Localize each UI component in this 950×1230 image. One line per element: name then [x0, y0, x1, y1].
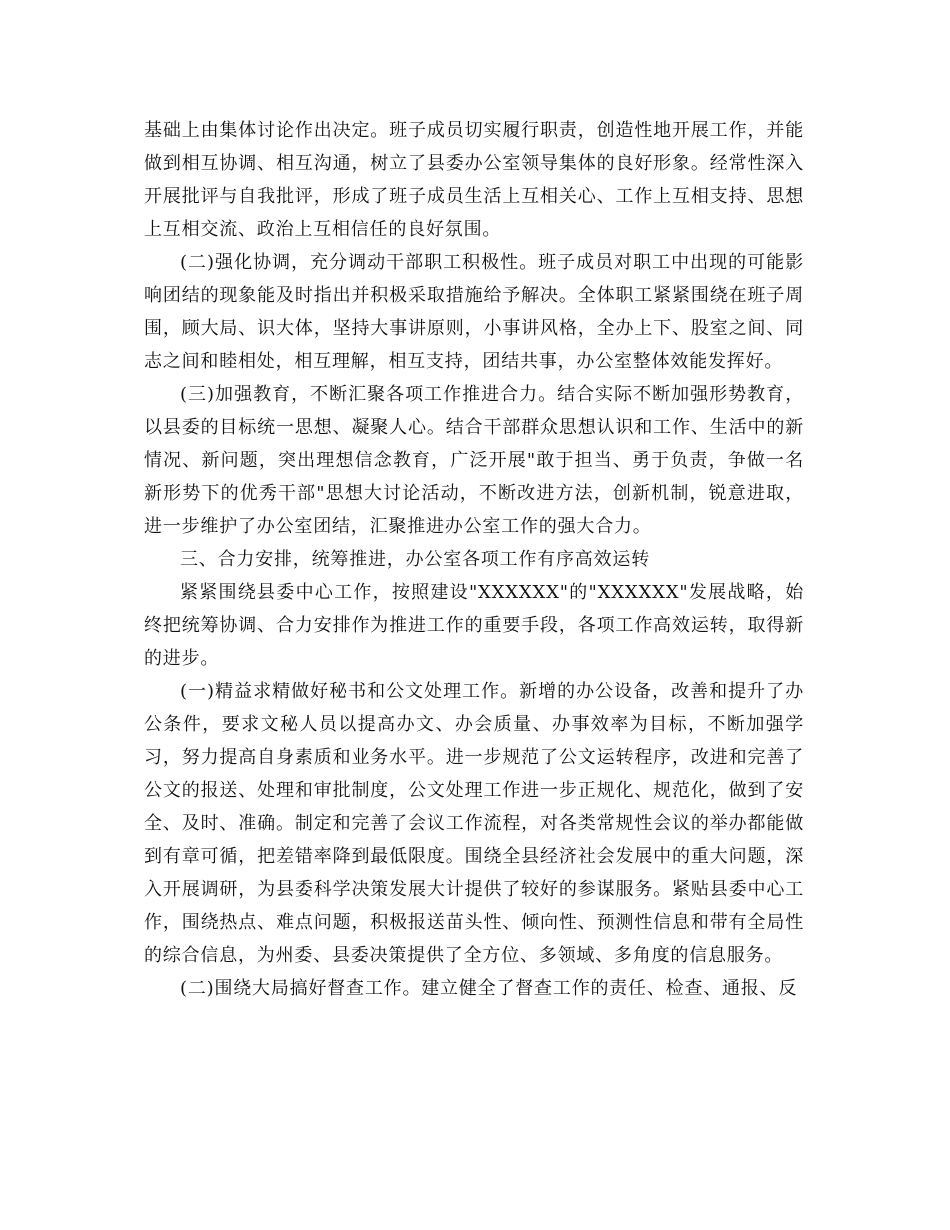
paragraph-education: (三)加强教育，不断汇聚各项工作推进合力。结合实际不断加强形势教育，以县委的目标统一思想、凝聚人心。结合干部群众思想认识和工作、生活中的新情况、新问题，突出理想信念教育，广泛开展"敢于担当、勇于负责，争做一名新形势下的优秀干部"思想大讨论活动，不断改进方法，创新机制，锐意进取，进一步维护了办公室团结，汇聚推进办公室工作的强大合力。 [144, 384, 804, 537]
document-body [144, 114, 804, 1005]
paragraph-section-intro: 紧紧围绕县委中心工作，按照建设"XXXXXX"的"XXXXXX"发展战略，始终把统筹协调、合力安排作为推进工作的重要手段，各项工作高效运转，取得新的进步。 [144, 582, 804, 669]
paragraph-secretarial-work: (一)精益求精做好秘书和公文处理工作。新增的办公设备，改善和提升了办公条件，要求文秘人员以提高办文、办会质量、办事效率为目标，不断加强学习，努力提高自身素质和业务水平。进一步规范了公文运转程序，改进和完善了公文的报送、处理和审批制度，公文处理工作进一步正规化、规范化，做到了安全、及时、准确。制定和完善了会议工作流程，对各类常规性会议的举办都能做到有章可循，把差错率降到最低限度。围绕全县经济社会发展中的重大问题，深入开展调研，为县委科学决策发展大计提供了较好的参谋服务。紧贴县委中心工作，围绕热点、难点问题，积极报送苗头性、倾向性、预测性信息和带有全局性的综合信息，为州委、县委决策提供了全方位、多领域、多角度的信息服务。 [144, 681, 804, 966]
section-heading-three: 三、合力安排，统筹推进，办公室各项工作有序高效运转 [180, 549, 650, 570]
paragraph-supervision-work: (二)围绕大局搞好督查工作。建立健全了督查工作的责任、检查、通报、反 [180, 978, 798, 999]
paragraph-continuation: 基础上由集体讨论作出决定。班子成员切实履行职责，创造性地开展工作，并能做到相互协调、相互沟通，树立了县委办公室领导集体的良好形象。经常性深入开展批评与自我批评，形成了班子成员生活上互相关心、工作上互相支持、思想上互相交流、政治上互相信任的良好氛围。 [144, 120, 804, 240]
paragraph-coordination: (二)强化协调，充分调动干部职工积极性。班子成员对职工中出现的可能影响团结的现象能及时指出并积极采取措施给予解决。全体职工紧紧围绕在班子周围，顾大局、识大体，坚持大事讲原则，小事讲风格，全办上下、股室之间、同志之间和睦相处，相互理解，相互支持，团结共事，办公室整体效能发挥好。 [144, 252, 804, 372]
